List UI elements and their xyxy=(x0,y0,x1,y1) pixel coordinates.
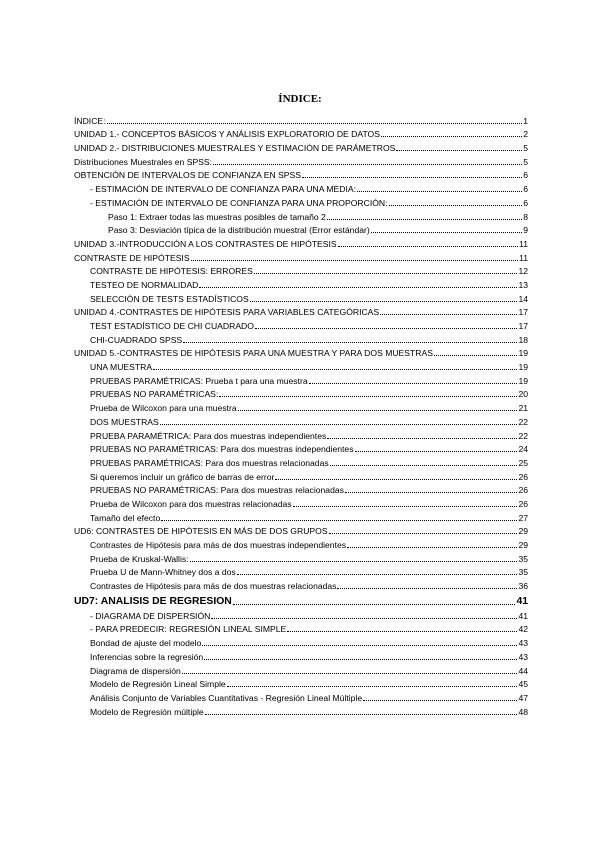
toc-page-number: 35 xyxy=(518,553,528,564)
toc-entry[interactable] xyxy=(74,399,528,413)
toc-dot-leader xyxy=(302,167,522,178)
toc-dot-leader xyxy=(363,690,517,701)
toc-dot-leader xyxy=(219,386,517,397)
toc-entry[interactable] xyxy=(74,304,528,318)
toc-dot-leader xyxy=(107,113,523,124)
toc-dot-leader xyxy=(347,537,517,548)
toc-page-number: 17 xyxy=(518,321,528,331)
toc-page-number: 43 xyxy=(518,651,528,662)
toc-dot-leader xyxy=(161,510,517,521)
toc-page-number: 26 xyxy=(518,485,528,496)
toc-dot-leader xyxy=(190,551,518,562)
toc-entry-text: Inferencias sobre la regresión xyxy=(90,651,204,662)
page-title: ÍNDICE: xyxy=(278,93,322,105)
toc-dot-leader xyxy=(330,455,518,466)
toc-entry-text: Contrastes de Hipótesis para más de dos muestras relacionadas xyxy=(90,581,337,592)
toc-entry[interactable] xyxy=(74,607,528,621)
toc-entry[interactable] xyxy=(74,249,528,263)
toc-entry[interactable] xyxy=(74,222,528,236)
toc-entry-text: UNIDAD 1.- CONCEPTOS BÁSICOS Y ANÁLISIS EXPLORATORIO DE DATOS xyxy=(74,129,380,140)
toc-entry[interactable] xyxy=(74,208,528,222)
toc-entry-text: UNIDAD 4.-CONTRASTES DE HIPÓTESIS PARA VARIABLES CATEGÓRICAS xyxy=(74,307,380,318)
toc-dot-leader xyxy=(434,345,517,356)
toc-dot-leader xyxy=(380,304,517,315)
toc-entry-text: Modelo de Regresión Lineal Simple xyxy=(90,679,226,690)
table-of-contents xyxy=(74,112,528,717)
toc-entry-text: UD7: ANALISIS DE REGRESION xyxy=(74,596,232,608)
toc-entry-text: CONTRASTE DE HIPÓTESIS: ERRORES xyxy=(90,266,253,277)
toc-entry[interactable] xyxy=(74,648,528,662)
toc-page-number: 41 xyxy=(516,596,528,608)
toc-entry-text: Análisis Conjunto de Variables Cuantitativas - Regresión Lineal Múltiple xyxy=(90,692,363,703)
toc-entry[interactable] xyxy=(74,112,528,126)
toc-dot-leader xyxy=(211,608,517,619)
toc-dot-leader xyxy=(227,676,518,687)
toc-entry[interactable] xyxy=(74,167,528,181)
toc-entry-text: SELECCIÓN DE TESTS ESTADÍSTICOS xyxy=(90,293,249,304)
toc-entry[interactable] xyxy=(74,703,528,717)
toc-entry-text: OBTENCIÓN DE INTERVALOS DE CONFIANZA EN SPSS xyxy=(74,170,301,181)
toc-entry[interactable] xyxy=(74,577,528,591)
toc-dot-leader xyxy=(213,154,522,165)
toc-dot-leader xyxy=(293,496,518,507)
toc-entry-text: PRUEBAS NO PARAMÉTRICAS: xyxy=(90,389,219,400)
toc-entry-text: Prueba de Wilcoxon para una muestra xyxy=(90,403,237,414)
toc-page-number: 11 xyxy=(519,252,528,263)
toc-dot-leader xyxy=(153,359,517,370)
toc-page-number: 13 xyxy=(518,279,528,290)
toc-entry-text: PRUEBAS PARAMÉTRICAS: Para dos muestras relacionadas xyxy=(90,457,329,468)
toc-page-number: 20 xyxy=(518,389,528,400)
toc-dot-leader xyxy=(287,621,517,632)
toc-entry-text: UNIDAD 3.-INTRODUCCIÓN A LOS CONTRASTES DE HIPÓTESIS xyxy=(74,238,337,249)
toc-page-number: 19 xyxy=(518,348,528,359)
toc-dot-leader xyxy=(202,635,517,646)
toc-entry-text: - DIAGRAMA DE DISPERSIÓN xyxy=(90,610,211,621)
toc-page-number: 9 xyxy=(523,225,528,236)
toc-entry[interactable] xyxy=(74,564,528,578)
toc-page-number: 17 xyxy=(518,307,528,318)
toc-page-number: 5 xyxy=(523,143,528,154)
toc-entry-text: Contrastes de Hipótesis para más de dos muestras independientes xyxy=(90,540,347,550)
toc-page-number: 36 xyxy=(518,581,528,592)
toc-dot-leader xyxy=(205,704,518,715)
toc-entry[interactable] xyxy=(74,454,528,468)
toc-entry[interactable] xyxy=(74,194,528,208)
toc-entry[interactable] xyxy=(74,153,528,167)
toc-page-number: 2 xyxy=(523,129,528,140)
toc-dot-leader xyxy=(238,400,518,411)
toc-page-number: 12 xyxy=(518,266,528,277)
toc-entry[interactable] xyxy=(74,372,528,386)
toc-entry[interactable] xyxy=(74,550,528,564)
toc-entry[interactable] xyxy=(74,634,528,648)
toc-entry-text: PRUEBA PARAMÉTRICA: Para dos muestras independientes xyxy=(90,430,327,441)
toc-entry-text: Tamaño del efecto xyxy=(90,512,161,523)
toc-entry[interactable] xyxy=(74,523,528,537)
toc-dot-leader xyxy=(389,195,523,206)
toc-entry[interactable] xyxy=(74,536,528,550)
toc-dot-leader xyxy=(355,441,518,452)
toc-page-number: 22 xyxy=(518,430,528,441)
toc-page-number: 18 xyxy=(518,334,528,345)
toc-entry-text: Prueba de Wilcoxon para dos muestras relacionadas xyxy=(90,498,292,509)
toc-dot-leader xyxy=(345,482,518,493)
toc-dot-leader xyxy=(191,250,519,261)
toc-entry-text: UNA MUESTRA xyxy=(90,362,153,373)
toc-page-number: 6 xyxy=(523,170,528,181)
toc-entry-text: - PARA PREDECIR: REGRESIÓN LINEAL SIMPLE xyxy=(90,624,287,635)
toc-entry[interactable] xyxy=(74,126,528,140)
toc-dot-leader xyxy=(255,318,518,329)
toc-entry[interactable] xyxy=(74,468,528,482)
toc-entry[interactable] xyxy=(74,591,528,607)
toc-dot-leader xyxy=(396,140,522,151)
toc-page-number: 6 xyxy=(523,197,528,208)
toc-dot-leader xyxy=(381,126,522,137)
toc-page-number: 42 xyxy=(518,624,528,635)
toc-dot-leader xyxy=(275,469,517,480)
toc-page-number: 19 xyxy=(518,362,528,373)
toc-page-number: 1 xyxy=(523,115,528,126)
toc-entry[interactable] xyxy=(74,263,528,277)
toc-page-number: 43 xyxy=(518,638,528,649)
toc-entry-text: PRUEBAS PARAMÉTRICAS: Prueba t para una muestra xyxy=(90,375,308,386)
toc-dot-leader xyxy=(160,414,518,425)
toc-entry[interactable] xyxy=(74,662,528,676)
toc-dot-leader xyxy=(371,222,522,233)
toc-page-number: 41 xyxy=(518,610,528,621)
toc-dot-leader xyxy=(237,564,518,575)
toc-entry[interactable] xyxy=(74,386,528,400)
toc-entry-text: Si queremos incluir un gráfico de barras de error xyxy=(90,471,275,482)
toc-page-number: 47 xyxy=(518,692,528,703)
toc-entry-text: Prueba de Kruskal-Wallis: xyxy=(90,553,189,564)
toc-dot-leader xyxy=(182,663,518,674)
toc-entry[interactable] xyxy=(74,139,528,153)
toc-entry-text: Diagrama de dispersión xyxy=(90,665,181,676)
toc-page-number: 45 xyxy=(518,679,528,690)
toc-entry-text: PRUEBAS NO PARAMÉTRICAS: Para dos muestras independientes xyxy=(90,444,354,455)
toc-page-number: 8 xyxy=(523,211,528,222)
toc-page-number: 26 xyxy=(518,471,528,482)
toc-page-number: 6 xyxy=(523,184,528,195)
toc-entry[interactable] xyxy=(74,331,528,345)
toc-dot-leader xyxy=(327,428,517,439)
toc-page-number: 26 xyxy=(518,498,528,509)
toc-entry[interactable] xyxy=(74,482,528,496)
toc-entry[interactable] xyxy=(74,290,528,304)
toc-entry[interactable] xyxy=(74,235,528,249)
toc-page-number: 22 xyxy=(518,416,528,427)
toc-entry-text: Prueba U de Mann-Whitney dos a dos xyxy=(90,567,236,578)
toc-page-number: 44 xyxy=(518,665,528,676)
toc-entry[interactable] xyxy=(74,427,528,441)
toc-entry-text: Bondad de ajuste del modelo xyxy=(90,638,202,649)
toc-page-number: 25 xyxy=(518,457,528,468)
toc-dot-leader xyxy=(233,594,516,605)
toc-dot-leader xyxy=(337,578,517,589)
toc-page-number: 29 xyxy=(518,526,528,537)
toc-entry-text: Paso 3: Desviación típica de la distribución muestral (Error estándar) xyxy=(108,225,370,236)
toc-entry[interactable] xyxy=(74,509,528,523)
toc-dot-leader xyxy=(327,209,522,220)
toc-page-number: 11 xyxy=(519,238,528,249)
toc-dot-leader xyxy=(254,263,518,274)
toc-entry[interactable] xyxy=(74,358,528,372)
toc-entry-text: TEST ESTADÍSTICO DE CHI CUADRADO xyxy=(90,321,254,331)
toc-entry-text: - ESTIMACIÓN DE INTERVALO DE CONFIANZA PARA UNA MEDIA: xyxy=(90,184,356,195)
toc-entry-text: UD6: CONTRASTES DE HIPÓTESIS EN MÁS DE DOS GRUPOS xyxy=(74,526,328,537)
toc-dot-leader xyxy=(250,291,518,302)
toc-dot-leader xyxy=(357,181,522,192)
toc-page-number: 27 xyxy=(518,512,528,523)
toc-entry[interactable] xyxy=(74,441,528,455)
toc-dot-leader xyxy=(199,277,517,288)
toc-dot-leader xyxy=(329,523,518,534)
toc-page-number: 21 xyxy=(518,403,528,414)
toc-page-number: 48 xyxy=(518,706,528,717)
toc-entry-text: UNIDAD 2.- DISTRIBUCIONES MUESTRALES Y ESTIMACIÓN DE PARÁMETROS xyxy=(74,143,396,154)
toc-entry[interactable] xyxy=(74,317,528,331)
toc-entry[interactable] xyxy=(74,689,528,703)
toc-entry[interactable] xyxy=(74,345,528,359)
toc-page-number: 19 xyxy=(518,375,528,386)
toc-dot-leader xyxy=(204,649,517,660)
toc-entry-text: CHI-CUADRADO SPSS xyxy=(90,334,183,345)
toc-dot-leader xyxy=(338,236,518,247)
toc-entry-text: CONTRASTE DE HIPÓTESIS xyxy=(74,252,190,263)
toc-entry[interactable] xyxy=(74,621,528,635)
toc-page-number: 35 xyxy=(518,567,528,578)
toc-page-number: 14 xyxy=(518,293,528,304)
toc-page-number: 24 xyxy=(518,444,528,455)
toc-dot-leader xyxy=(309,373,518,384)
toc-entry-text: DOS MUESTRAS xyxy=(90,416,159,427)
toc-entry[interactable] xyxy=(74,495,528,509)
toc-entry-text: UNIDAD 5.-CONTRASTES DE HIPÓTESIS PARA UNA MUESTRA Y PARA DOS MUESTRAS xyxy=(74,348,433,359)
toc-entry[interactable] xyxy=(74,413,528,427)
toc-entry-text: PRUEBAS NO PARAMÉTRICAS: Para dos muestras relacionadas xyxy=(90,485,344,496)
toc-entry-text: - ESTIMACIÓN DE INTERVALO DE CONFIANZA PARA UNA PROPORCIÓN: xyxy=(90,197,388,208)
toc-page-number: 29 xyxy=(518,540,528,550)
toc-page-number: 5 xyxy=(523,156,528,167)
toc-entry-text: ÍNDICE: xyxy=(74,115,106,126)
toc-entry-text: Distribuciones Muestrales en SPSS: xyxy=(74,156,213,167)
toc-entry[interactable] xyxy=(74,180,528,194)
toc-entry-text: TESTEO DE NORMALIDAD xyxy=(90,279,199,290)
toc-entry[interactable] xyxy=(74,276,528,290)
toc-entry-text: Modelo de Regresión múltiple xyxy=(90,706,204,717)
toc-entry-text: Paso 1: Extraer todas las muestras posibles de tamaño 2 xyxy=(108,211,326,222)
toc-entry[interactable] xyxy=(74,676,528,690)
toc-dot-leader xyxy=(183,332,517,343)
